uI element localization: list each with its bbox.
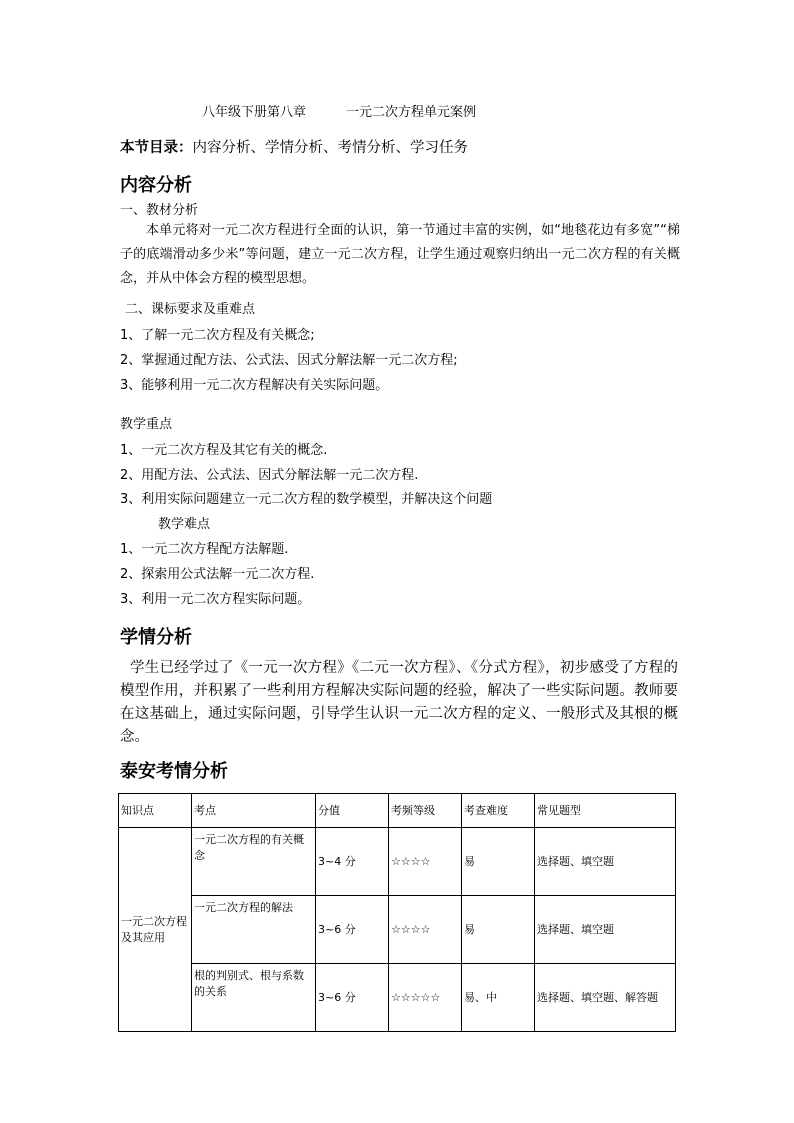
score-cell: 3~6 分 — [316, 896, 389, 964]
score-cell: 3~4 分 — [316, 828, 389, 896]
table-header-cell: 考频等级 — [389, 794, 462, 828]
title-chapter: 八年级下册第八章 — [202, 105, 307, 120]
table-header-cell: 考点 — [192, 794, 316, 828]
paragraph-student-analysis: 学生已经学过了《一元一次方程》《二元一次方程》、《分式方程》，初步感受了方程的模型作用，并积累了一些利用方程解决实际问题的经验，解决了一些实际问题。教师要在这基础上，通过实际问题，引导学生认识一元二次方程的定义、一般形式及其根的概念。 — [120, 660, 678, 745]
table-header-cell: 考查难度 — [462, 794, 535, 828]
frequency-cell: ☆☆☆☆☆ — [389, 964, 462, 1032]
document-title — [202, 101, 476, 120]
title-unit: 一元二次方程单元案例 — [346, 105, 477, 120]
paragraph-textbook-analysis: 本单元将对一元二次方程进行全面的认识，第一节通过丰富的实例，如“地毯花边有多宽”“梯子的底端滑动多少米”等问题，建立一元二次方程，让学生通过观察归纳出一元二次方程的有关概念，并从中体会方程的模型思想。 — [120, 223, 680, 286]
table-header-cell: 分值 — [316, 794, 389, 828]
subheading-curriculum-requirements: 二、课标要求及重难点 — [125, 302, 256, 317]
requirement-item: 1、了解一元二次方程及有关概念; — [120, 328, 315, 343]
difficulties-title: 教学难点 — [158, 517, 211, 532]
subheading-textbook-analysis: 一、教材分析 — [120, 203, 199, 218]
key-point-item: 3、利用实际问题建立一元二次方程的数学模型，并解决这个问题 — [120, 492, 493, 507]
table-header-cell: 知识点 — [119, 794, 192, 828]
toc-label: 本节目录： — [120, 140, 193, 156]
difficulty-item: 1、一元二次方程配方法解题. — [120, 542, 289, 557]
table-header-cell: 常见题型 — [535, 794, 676, 828]
score-cell: 3~6 分 — [316, 964, 389, 1032]
requirement-item: 3、能够利用一元二次方程解决有关实际问题。 — [120, 378, 389, 393]
question-types-cell: 选择题、填空题 — [535, 828, 676, 896]
table-row — [119, 828, 676, 896]
difficulty-cell: 易 — [462, 896, 535, 964]
difficulty-cell: 易、中 — [462, 964, 535, 1032]
frequency-cell: ☆☆☆☆ — [389, 896, 462, 964]
difficulty-cell: 易 — [462, 828, 535, 896]
exam-point-cell: 一元二次方程的有关概念 — [192, 828, 316, 896]
exam-point-cell: 一元二次方程的解法 — [192, 896, 316, 964]
heading-student-analysis: 学情分析 — [120, 627, 192, 648]
table-row — [119, 896, 676, 964]
table-header-row — [119, 794, 676, 828]
exam-analysis-table — [118, 793, 676, 1032]
knowledge-point-cell: 一元二次方程及其应用 — [119, 828, 192, 1032]
question-types-cell: 选择题、填空题 — [535, 896, 676, 964]
requirement-item: 2、掌握通过配方法、公式法、因式分解法解一元二次方程; — [120, 353, 458, 368]
exam-point-cell: 根的判别式、根与系数的关系 — [192, 964, 316, 1032]
frequency-cell: ☆☆☆☆ — [389, 828, 462, 896]
key-point-item: 2、用配方法、公式法、因式分解法解一元二次方程. — [120, 468, 419, 483]
heading-exam-analysis: 泰安考情分析 — [120, 761, 228, 782]
question-types-cell: 选择题、填空题、解答题 — [535, 964, 676, 1032]
difficulty-item: 3、利用一元二次方程实际问题。 — [120, 592, 311, 607]
table-row — [119, 964, 676, 1032]
difficulty-item: 2、探索用公式法解一元二次方程. — [120, 567, 315, 582]
section-toc — [120, 136, 468, 157]
toc-items: 内容分析、学情分析、考情分析、学习任务 — [192, 140, 468, 156]
key-point-item: 1、一元二次方程及其它有关的概念. — [120, 443, 328, 458]
key-points-title: 教学重点 — [120, 417, 173, 432]
heading-content-analysis: 内容分析 — [120, 175, 192, 196]
